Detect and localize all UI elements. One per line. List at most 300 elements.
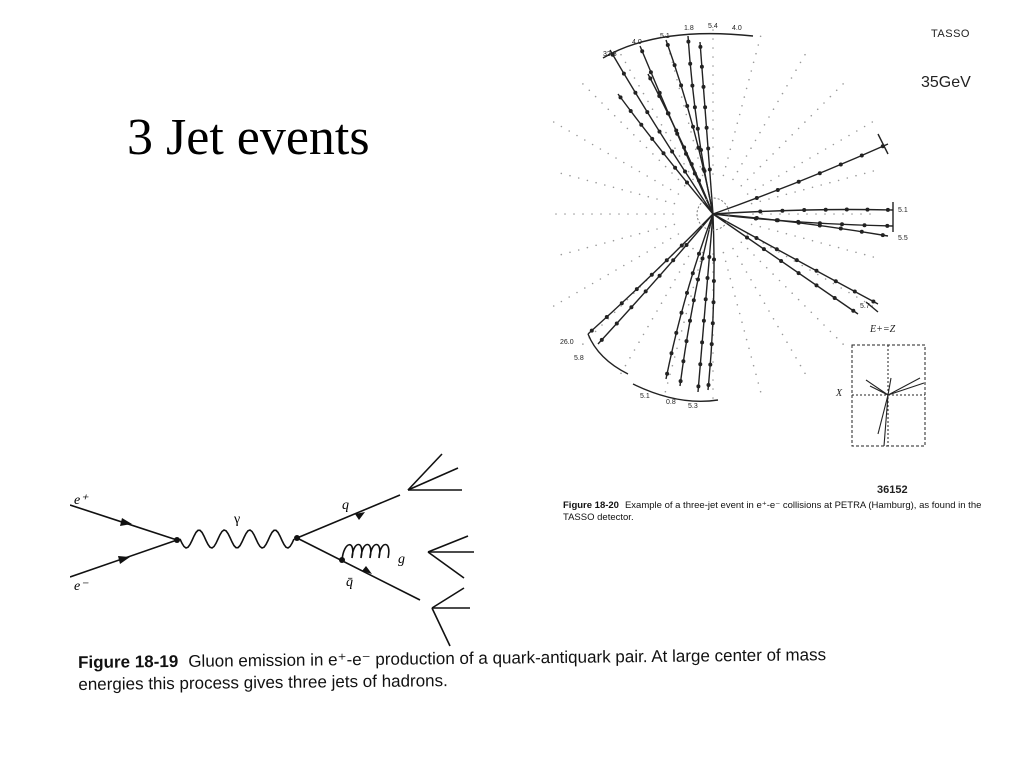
grid-dot <box>674 70 676 72</box>
track-hit <box>623 72 626 75</box>
grid-dot <box>615 157 617 159</box>
grid-dot <box>627 213 629 215</box>
grid-dot <box>614 312 616 314</box>
grid-dot <box>656 310 658 312</box>
grid-dot <box>638 341 640 343</box>
grid-dot <box>737 304 739 306</box>
grid-dot <box>798 299 800 301</box>
grid-dot <box>744 96 746 98</box>
grid-dot <box>824 213 826 215</box>
grid-dot <box>712 155 714 157</box>
grid-dot <box>788 213 790 215</box>
grid-dot <box>759 132 761 134</box>
grid-dot <box>786 233 788 235</box>
grid-dot <box>786 171 788 173</box>
grid-dot <box>752 213 754 215</box>
track-hit <box>759 210 762 213</box>
grid-dot <box>730 278 732 280</box>
grid-dot <box>864 126 866 128</box>
track-hit <box>692 125 695 128</box>
track-hit <box>662 152 665 155</box>
grid-dot <box>777 196 779 198</box>
grid-dot <box>652 318 654 320</box>
track-hit <box>658 130 661 133</box>
grid-dot <box>595 331 597 333</box>
track-hit <box>756 197 759 200</box>
grid-dot <box>760 391 762 393</box>
grid-dot <box>712 370 714 372</box>
grid-dot <box>582 213 584 215</box>
grid-dot <box>652 153 654 155</box>
track-hit <box>697 128 700 131</box>
grid-dot <box>670 189 672 191</box>
detector-tracks <box>588 34 896 402</box>
grid-dot <box>737 171 739 173</box>
feynman-diagram-graphic <box>70 440 490 660</box>
track-hit <box>709 363 712 366</box>
grid-dot <box>633 134 635 136</box>
grid-dot <box>817 274 819 276</box>
jet-arrows <box>408 454 474 646</box>
grid-dot <box>667 382 669 384</box>
grid-dot <box>712 397 714 399</box>
track-hit <box>687 40 690 43</box>
grid-dot <box>670 140 672 142</box>
track-hit <box>693 299 696 302</box>
track-hit <box>866 208 869 211</box>
grid-dot <box>592 144 594 146</box>
grid-dot <box>791 292 793 294</box>
grid-dot <box>801 265 803 267</box>
grid-dot <box>670 287 672 289</box>
track-energy-label: 5.7 <box>860 303 870 310</box>
grid-dot <box>833 213 835 215</box>
track-hit <box>689 320 692 323</box>
track-hit <box>755 237 758 240</box>
grid-dot <box>712 56 714 58</box>
e-plus-label: e⁺ <box>74 493 88 508</box>
grid-dot <box>803 238 805 240</box>
grid-dot <box>811 115 813 117</box>
grid-dot <box>723 175 725 177</box>
track-hit <box>872 300 875 303</box>
track-hit <box>621 302 624 305</box>
grid-dot <box>608 109 610 111</box>
track-energy-label: 4.0 <box>732 25 742 32</box>
grid-dot <box>817 153 819 155</box>
grid-dot <box>614 115 616 117</box>
grid-dot <box>578 177 580 179</box>
grid-dot <box>727 269 729 271</box>
grid-dot <box>744 330 746 332</box>
grid-dot <box>623 265 625 267</box>
grid-dot <box>872 121 874 123</box>
grid-dot <box>833 283 835 285</box>
track-hit <box>701 66 704 69</box>
grid-dot <box>830 331 832 333</box>
grid-dot <box>794 191 796 193</box>
grid-dot <box>638 85 640 87</box>
calorimeter-arc <box>588 334 628 374</box>
grid-dot <box>741 185 743 187</box>
grid-dot <box>755 53 757 55</box>
grid-dot <box>737 122 739 124</box>
grid-dot <box>601 324 603 326</box>
grid-dot <box>812 187 814 189</box>
track-hit <box>776 248 779 251</box>
track-hit <box>698 253 701 256</box>
grid-dot <box>840 287 842 289</box>
grid-dot <box>671 172 673 174</box>
track-hit <box>780 260 783 263</box>
track-hit <box>700 149 703 152</box>
track-hit <box>697 385 700 388</box>
grid-dot <box>692 248 694 250</box>
grid-dot <box>553 121 555 123</box>
grid-dot <box>607 274 609 276</box>
track-energy-label: 0.8 <box>666 399 676 406</box>
grid-dot <box>620 54 622 56</box>
grid-dot <box>656 198 658 200</box>
grid-dot <box>584 287 586 289</box>
grid-dot <box>842 343 844 345</box>
track-hit <box>630 306 633 309</box>
track-energy-label: 1.8 <box>684 25 694 32</box>
grid-dot <box>782 334 784 336</box>
grid-dot <box>748 348 750 350</box>
grid-dot <box>700 166 702 168</box>
grid-dot <box>652 108 654 110</box>
grid-dot <box>764 124 766 126</box>
grid-dot <box>712 388 714 390</box>
track-hit <box>815 284 818 287</box>
track-hit <box>667 44 670 47</box>
track-hit <box>591 329 594 332</box>
grid-dot <box>753 172 755 174</box>
grid-dot <box>681 330 683 332</box>
track-hit <box>697 147 700 150</box>
track-hit <box>861 230 864 233</box>
grid-dot <box>621 189 623 191</box>
grid-dot <box>855 252 857 254</box>
track-hit <box>680 84 683 87</box>
grid-dot <box>770 213 772 215</box>
grid-dot <box>829 245 831 247</box>
grid-dot <box>589 90 591 92</box>
grid-dot <box>795 357 797 359</box>
track-energy-label: 4.0 <box>632 39 642 46</box>
grid-dot <box>683 263 685 265</box>
antiquark-line <box>297 538 420 600</box>
grid-dot <box>746 271 748 273</box>
grid-dot <box>772 153 774 155</box>
grid-dot <box>746 339 748 341</box>
grid-dot <box>848 292 850 294</box>
grid-dot <box>665 226 667 228</box>
grid-dot <box>794 235 796 237</box>
photon-label: γ <box>234 512 241 527</box>
track-hit <box>841 223 844 226</box>
grid-dot <box>823 324 825 326</box>
grid-dot <box>629 69 631 71</box>
grid-dot <box>661 302 663 304</box>
track-hit <box>694 106 697 109</box>
track-hit <box>707 147 710 150</box>
track-hit <box>671 150 674 153</box>
grid-dot <box>676 348 678 350</box>
grid-dot <box>568 130 570 132</box>
grid-dot <box>665 201 667 203</box>
grid-dot <box>564 213 566 215</box>
grid-dot <box>674 279 676 281</box>
grid-dot <box>760 36 762 38</box>
grid-dot <box>772 273 774 275</box>
grid-dot <box>804 121 806 123</box>
track-hit <box>675 129 678 132</box>
grid-dot <box>764 302 766 304</box>
grid-dot <box>627 128 629 130</box>
track-hit <box>887 209 890 212</box>
track-energy-label: 5.1 <box>660 33 670 40</box>
grid-dot <box>620 373 622 375</box>
antiquark-label: q̄ <box>346 575 353 590</box>
grid-dot <box>864 173 866 175</box>
grid-dot <box>607 153 609 155</box>
track-hit <box>882 234 885 237</box>
grid-dot <box>576 135 578 137</box>
grid-dot <box>615 269 617 271</box>
grid-dot <box>825 148 827 150</box>
grid-dot <box>732 179 734 181</box>
grid-dot <box>777 326 779 328</box>
grid-dot <box>600 213 602 215</box>
grid-dot <box>779 280 781 282</box>
grid-dot <box>723 252 725 254</box>
track-hit <box>835 280 838 283</box>
gluon-label: g <box>398 552 405 567</box>
grid-dot <box>741 321 743 323</box>
track-hit <box>797 180 800 183</box>
grid-dot <box>561 254 563 256</box>
track-hit <box>777 189 780 192</box>
track-hit <box>685 340 688 343</box>
grid-dot <box>842 213 844 215</box>
grid-dot <box>809 157 811 159</box>
grid-dot <box>569 175 571 177</box>
track-hit <box>861 154 864 157</box>
feynman-diagram <box>70 440 490 660</box>
grid-dot <box>639 140 641 142</box>
grid-dot <box>712 146 714 148</box>
track-hit <box>703 319 706 322</box>
track-hit <box>709 168 712 171</box>
grid-dot <box>782 93 784 95</box>
track-hit <box>651 274 654 277</box>
track-hit <box>699 46 702 49</box>
grid-dot <box>800 62 802 64</box>
grid-dot <box>836 90 838 92</box>
track-hit <box>746 236 749 239</box>
grid-dot <box>712 379 714 381</box>
grid-dot <box>820 184 822 186</box>
track-hit <box>640 124 643 127</box>
track-hit <box>763 248 766 251</box>
track-hit <box>672 259 675 262</box>
grid-dot <box>746 88 748 90</box>
track-hit <box>681 244 684 247</box>
track-hit <box>601 339 604 342</box>
grid-dot <box>672 365 674 367</box>
track-hit <box>658 95 661 98</box>
grid-dot <box>847 249 849 251</box>
grid-dot <box>750 279 752 281</box>
grid-dot <box>873 170 875 172</box>
grid-dot <box>656 116 658 118</box>
grid-dot <box>647 326 649 328</box>
grid-dot <box>809 269 811 271</box>
slide-title: 3 Jet events <box>127 109 370 166</box>
grid-dot <box>751 203 753 205</box>
track-energy-label: 5.5 <box>898 235 908 242</box>
grid-dot <box>755 140 757 142</box>
grid-dot <box>679 271 681 273</box>
grid-dot <box>568 296 570 298</box>
grid-dot <box>778 175 780 177</box>
track-hit <box>686 292 689 295</box>
track-hit <box>803 209 806 212</box>
grid-dot <box>864 254 866 256</box>
figure-18-20-caption <box>563 500 993 524</box>
grid-dot <box>623 162 625 164</box>
track-hit <box>697 278 700 281</box>
grid-dot <box>654 213 656 215</box>
grid-dot <box>825 278 827 280</box>
grid-dot <box>791 77 793 79</box>
grid-dot <box>758 382 760 384</box>
track-hit <box>658 274 661 277</box>
grid-dot <box>766 267 768 269</box>
grid-dot <box>654 180 656 182</box>
figure-18-19-label: Figure 18-19 <box>78 651 179 672</box>
grid-dot <box>734 295 736 297</box>
grid-dot <box>679 339 681 341</box>
grid-dot <box>812 240 814 242</box>
track-hit <box>634 91 637 94</box>
grid-dot <box>683 105 685 107</box>
track-hit <box>650 71 653 74</box>
track-hit <box>840 227 843 230</box>
grid-dot <box>712 173 714 175</box>
grid-dot <box>856 296 858 298</box>
grid-dot <box>712 128 714 130</box>
grid-dot <box>786 194 788 196</box>
grid-dot <box>688 122 690 124</box>
track-hit <box>701 257 704 260</box>
grid-dot <box>654 247 656 249</box>
grid-dot <box>804 373 806 375</box>
grid-dot <box>697 157 699 159</box>
grid-dot <box>786 256 788 258</box>
grid-dot <box>686 313 688 315</box>
track-hit <box>781 209 784 212</box>
grid-dot <box>730 149 732 151</box>
grid-dot <box>869 213 871 215</box>
photon-propagator <box>180 530 294 548</box>
track-energy-label: 32.8 <box>603 51 617 58</box>
grid-dot <box>830 96 832 98</box>
grid-dot <box>760 201 762 203</box>
grid-dot <box>768 228 770 230</box>
track-hit <box>667 112 670 115</box>
grid-dot <box>727 157 729 159</box>
grid-dot <box>648 196 650 198</box>
track-hit <box>833 297 836 300</box>
grid-dot <box>613 240 615 242</box>
grid-dot <box>851 213 853 215</box>
grid-dot <box>829 182 831 184</box>
grid-dot <box>629 357 631 359</box>
grid-dot <box>734 131 736 133</box>
grid-dot <box>676 79 678 81</box>
grid-dot <box>555 213 557 215</box>
track-hit <box>651 138 654 141</box>
grid-dot <box>674 356 676 358</box>
track-hit <box>824 208 827 211</box>
track-hit <box>698 179 701 182</box>
grid-dot <box>647 101 649 103</box>
grid-dot <box>791 349 793 351</box>
track-hit <box>708 256 711 259</box>
track-hit <box>705 126 708 129</box>
grid-dot <box>595 245 597 247</box>
grid-dot <box>806 213 808 215</box>
figure-18-20-text: Example of a three-jet event in e⁺-e⁻ collisions at PETRA (Hamburg), as found in the TASSO detector. <box>563 500 982 523</box>
track-hit <box>819 224 822 227</box>
grid-dot <box>848 135 850 137</box>
grid-dot <box>601 102 603 104</box>
grid-dot <box>678 233 680 235</box>
grid-dot <box>665 132 667 134</box>
grid-dot <box>634 77 636 79</box>
grid-dot <box>801 162 803 164</box>
grid-dot <box>645 213 647 215</box>
grid-dot <box>759 295 761 297</box>
grid-dot <box>690 131 692 133</box>
grid-dot <box>856 130 858 132</box>
grid-dot <box>800 365 802 367</box>
track-hit <box>712 322 715 325</box>
detector-event-display <box>548 14 1018 494</box>
grid-dot <box>712 164 714 166</box>
grid-dot <box>659 160 661 162</box>
track-hit <box>683 146 686 149</box>
inset-z-axis-label: E+=Z <box>870 324 896 335</box>
grid-dot <box>634 349 636 351</box>
grid-dot <box>688 256 690 258</box>
grid-dot <box>761 213 763 215</box>
grid-dot <box>620 305 622 307</box>
grid-dot <box>795 69 797 71</box>
grid-dot <box>584 139 586 141</box>
grid-dot <box>785 140 787 142</box>
grid-dot <box>625 62 627 64</box>
gluon-line <box>342 545 389 561</box>
grid-dot <box>679 88 681 90</box>
grid-dot <box>712 83 714 85</box>
grid-dot <box>662 184 664 186</box>
track-hit <box>699 363 702 366</box>
grid-dot <box>679 155 681 157</box>
